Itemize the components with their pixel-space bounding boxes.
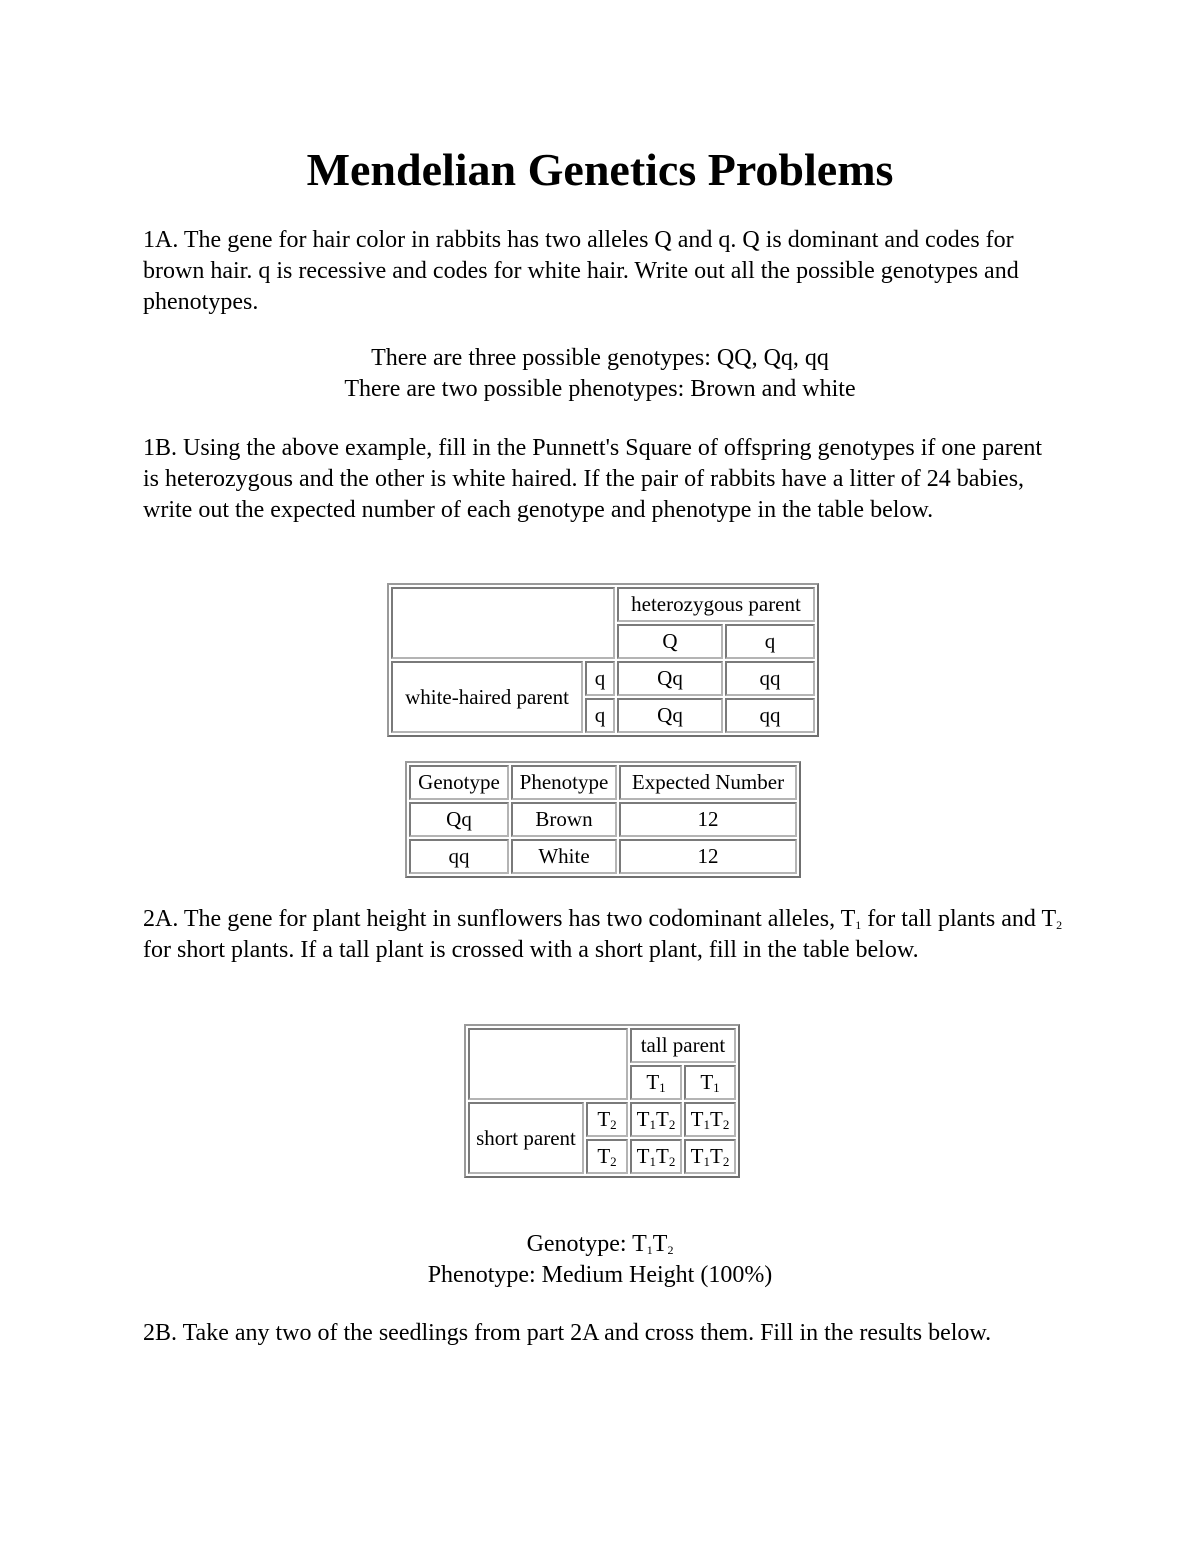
punnett-cell: $T_1T_2$	[684, 1102, 736, 1137]
answer-2a-phenotype: Phenotype: Medium Height (100%)	[427, 1262, 773, 1288]
punnett-square-1b	[387, 583, 819, 737]
row-parent-label: short parent	[468, 1102, 584, 1174]
question-2a	[143, 904, 1063, 966]
table-header: Expected Number	[619, 765, 797, 800]
punnett-cell: qq	[725, 661, 815, 696]
punnett-cell: Qq	[617, 698, 723, 733]
row-allele: $T_2$	[586, 1102, 628, 1137]
row-allele: $T_2$	[586, 1139, 628, 1174]
expected-number-cell: 12	[619, 839, 797, 874]
table-row	[409, 802, 797, 837]
column-parent-label: tall parent	[630, 1028, 736, 1063]
genotype-cell: Qq	[409, 802, 509, 837]
question-2a-text: for short plants. If a tall plant is crossed with a short plant, fill in the table below.	[143, 937, 919, 963]
question-2a-text: for tall plants and T	[861, 906, 1057, 932]
subscript: 1	[855, 918, 862, 932]
results-table-1b	[405, 761, 801, 878]
punnett-square-2a	[464, 1024, 740, 1178]
punnett-corner	[391, 587, 615, 659]
column-allele: $T_1$	[630, 1065, 682, 1100]
page-title: Mendelian Genetics Problems	[306, 144, 894, 195]
phenotype-cell: White	[511, 839, 617, 874]
punnett-corner	[468, 1028, 628, 1100]
row-allele: q	[585, 661, 615, 696]
table-header: Genotype	[409, 765, 509, 800]
genotype-cell: qq	[409, 839, 509, 874]
row-allele: q	[585, 698, 615, 733]
column-allele: Q	[617, 624, 723, 659]
punnett-cell: $T_1T_2$	[684, 1139, 736, 1174]
expected-number-cell: 12	[619, 802, 797, 837]
subscript: 2	[1056, 918, 1063, 932]
column-allele: $T_1$	[684, 1065, 736, 1100]
answer-2a-genotype: Genotype: $T_1T_2$	[526, 1231, 674, 1257]
question-2a-text: 2A. The gene for plant height in sunflowers has two codominant alleles, T	[143, 906, 856, 932]
phenotype-cell: Brown	[511, 802, 617, 837]
table-header: Phenotype	[511, 765, 617, 800]
question-1a: 1A. The gene for hair color in rabbits has two alleles Q and q. Q is dominant and codes for brown hair. q is recessive and codes for white hair. Write out all the possible genotypes and phenotypes.	[143, 227, 1019, 315]
punnett-cell: $T_1T_2$	[630, 1102, 682, 1137]
punnett-cell: Qq	[617, 661, 723, 696]
answer-1a-phenotypes: There are two possible phenotypes: Brown and white	[344, 376, 856, 402]
punnett-cell: qq	[725, 698, 815, 733]
punnett-cell: $T_1T_2$	[630, 1139, 682, 1174]
row-parent-label: white-haired parent	[391, 661, 583, 733]
answer-1a-genotypes: There are three possible genotypes: QQ, Qq, qq	[371, 345, 829, 371]
table-row	[409, 839, 797, 874]
column-allele: q	[725, 624, 815, 659]
question-1b: 1B. Using the above example, fill in the Punnett's Square of offspring genotypes if one parent is heterozygous and the other is white haired. If the pair of rabbits have a litter of 24 babies, write out the expected number of each genotype and phenotype in the table below.	[143, 435, 1043, 523]
column-parent-label: heterozygous parent	[617, 587, 815, 622]
question-2b: 2B. Take any two of the seedlings from part 2A and cross them. Fill in the results below.	[143, 1320, 992, 1346]
